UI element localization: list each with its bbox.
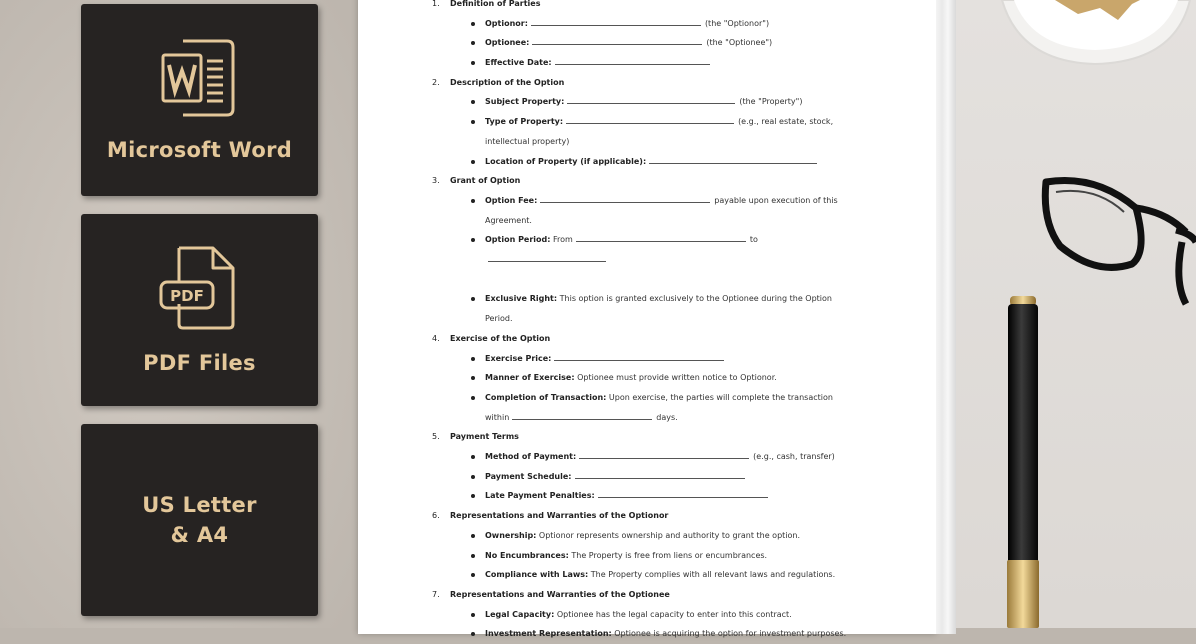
list-item (432, 447, 872, 467)
list-item (432, 546, 872, 566)
list-item (432, 526, 872, 546)
item-label: Exercise Price: (485, 353, 552, 363)
item-suffix: (the "Optionee") (706, 38, 773, 48)
item-text: Optionee has the legal capacity to enter into this contract. (554, 609, 792, 619)
item-label: Investment Representation: (485, 629, 612, 639)
feature-card-pdf (81, 214, 318, 406)
item-text: From (550, 235, 573, 245)
item-label: Compliance with Laws: (485, 570, 589, 580)
word-file-icon (157, 35, 243, 121)
item-text: The Property complies with all relevant laws and regulations. (588, 570, 836, 580)
list-item (432, 191, 872, 211)
list-item (432, 53, 872, 73)
item-suffix: (the "Optionor") (704, 18, 770, 28)
item-text: Optionor represents ownership and authority to grant the option. (536, 530, 801, 540)
section-title: Description of the Option (450, 77, 565, 87)
item-suffix: (e.g., real estate, stock, (738, 117, 834, 127)
blank-line (575, 469, 745, 479)
list-item (432, 349, 872, 369)
list-item (432, 624, 872, 644)
item-text: Optionee is acquiring the option for investment purposes. (611, 629, 847, 639)
blank-line (576, 232, 746, 242)
feature-title-word: Microsoft Word (106, 138, 293, 162)
list-item-continuation (432, 132, 872, 152)
item-label: Subject Property: (485, 97, 565, 107)
section-heading (432, 585, 872, 605)
feature-card-word (81, 4, 318, 196)
item-label: Exclusive Right: (485, 294, 558, 304)
section-heading (432, 427, 872, 447)
section-number: 2. (432, 77, 440, 87)
list-item (432, 289, 872, 309)
item-label: Manner of Exercise: (485, 373, 575, 383)
section-number: 3. (432, 176, 440, 186)
glasses-icon (1036, 172, 1196, 310)
blank-line (567, 94, 735, 104)
item-label: Payment Schedule: (485, 471, 572, 481)
paper-stack-edge (936, 0, 956, 634)
list-item (432, 112, 872, 132)
continuation-text: Agreement. (485, 215, 532, 225)
blank-line (512, 410, 652, 420)
list-item (432, 230, 872, 250)
item-text: This option is granted exclusively to the Optionee during the Option (557, 294, 832, 304)
item-suffix: (e.g., cash, transfer) (753, 452, 835, 461)
blank-line (649, 154, 817, 164)
item-text: Upon exercise, the parties will complete the transaction (606, 392, 833, 402)
list-item (432, 368, 872, 388)
blank-line (488, 252, 606, 262)
spacer (432, 270, 872, 290)
blank-line (598, 488, 768, 498)
blank-line (579, 449, 749, 459)
item-text: Optionee must provide written notice to Optionor. (574, 373, 777, 383)
list-item (432, 565, 872, 585)
list-item (432, 605, 872, 625)
continuation-text: intellectual property) (485, 136, 570, 146)
continuation-suffix: days. (656, 412, 678, 422)
item-label: No Encumbrances: (485, 550, 569, 560)
item-label: Optionor: (485, 18, 528, 28)
blank-line (532, 35, 702, 45)
pen-icon (1000, 292, 1046, 628)
list-item-continuation (432, 211, 872, 231)
feature-title-paper-size: US Letter & A4 (142, 493, 257, 547)
continuation-text: Period. (485, 314, 513, 324)
list-item (432, 33, 872, 53)
list-item-continuation (432, 309, 872, 329)
document-body (432, 0, 872, 644)
item-label: Location of Property (if applicable): (485, 156, 647, 166)
item-label: Option Period: (485, 235, 551, 245)
list-item (432, 486, 872, 506)
list-item-continuation (432, 250, 872, 270)
pdf-icon-label: PDF (169, 287, 204, 305)
section-heading (432, 506, 872, 526)
item-text: The Property is free from liens or encumbrances. (568, 550, 768, 560)
feature-card-paper-size (81, 424, 318, 616)
section-heading (432, 329, 872, 349)
item-label: Effective Date: (485, 58, 552, 68)
item-label: Completion of Transaction: (485, 392, 607, 402)
item-label: Option Fee: (485, 195, 538, 205)
list-item (432, 92, 872, 112)
feature-title-pdf: PDF Files (143, 351, 256, 375)
pdf-file-icon (157, 242, 243, 334)
section-number: 5. (432, 432, 440, 442)
blank-line (540, 193, 710, 203)
section-heading (432, 0, 872, 14)
section-title: Grant of Option (450, 176, 521, 186)
section-heading (432, 73, 872, 93)
section-title: Definition of Parties (450, 0, 541, 8)
section-title: Payment Terms (450, 432, 519, 442)
section-heading (432, 171, 872, 191)
blank-line (555, 55, 710, 65)
list-item (432, 152, 872, 172)
item-suffix: to (749, 235, 758, 245)
section-number: 1. (432, 0, 440, 8)
background-desk (955, 0, 1196, 628)
section-title: Representations and Warranties of the Optionor (450, 511, 669, 521)
list-item-continuation (432, 408, 872, 428)
blank-line (531, 16, 701, 26)
item-label: Legal Capacity: (485, 609, 555, 619)
item-label: Optionee: (485, 38, 530, 48)
bowl-icon (1000, 0, 1196, 70)
section-title: Representations and Warranties of the Optionee (450, 589, 670, 599)
item-label: Ownership: (485, 530, 537, 540)
list-item (432, 388, 872, 408)
item-label: Method of Payment: (485, 452, 577, 461)
list-item (432, 467, 872, 487)
continuation-text: within (485, 412, 510, 422)
item-label: Type of Property: (485, 117, 564, 127)
blank-line (566, 114, 734, 124)
section-number: 6. (432, 511, 440, 521)
section-number: 7. (432, 589, 440, 599)
item-suffix: payable upon execution of this (714, 195, 838, 205)
section-number: 4. (432, 333, 440, 343)
list-item (432, 14, 872, 34)
blank-line (554, 351, 724, 361)
section-title: Exercise of the Option (450, 333, 551, 343)
item-suffix: (the "Property") (739, 97, 803, 107)
item-label: Late Payment Penalties: (485, 491, 595, 501)
